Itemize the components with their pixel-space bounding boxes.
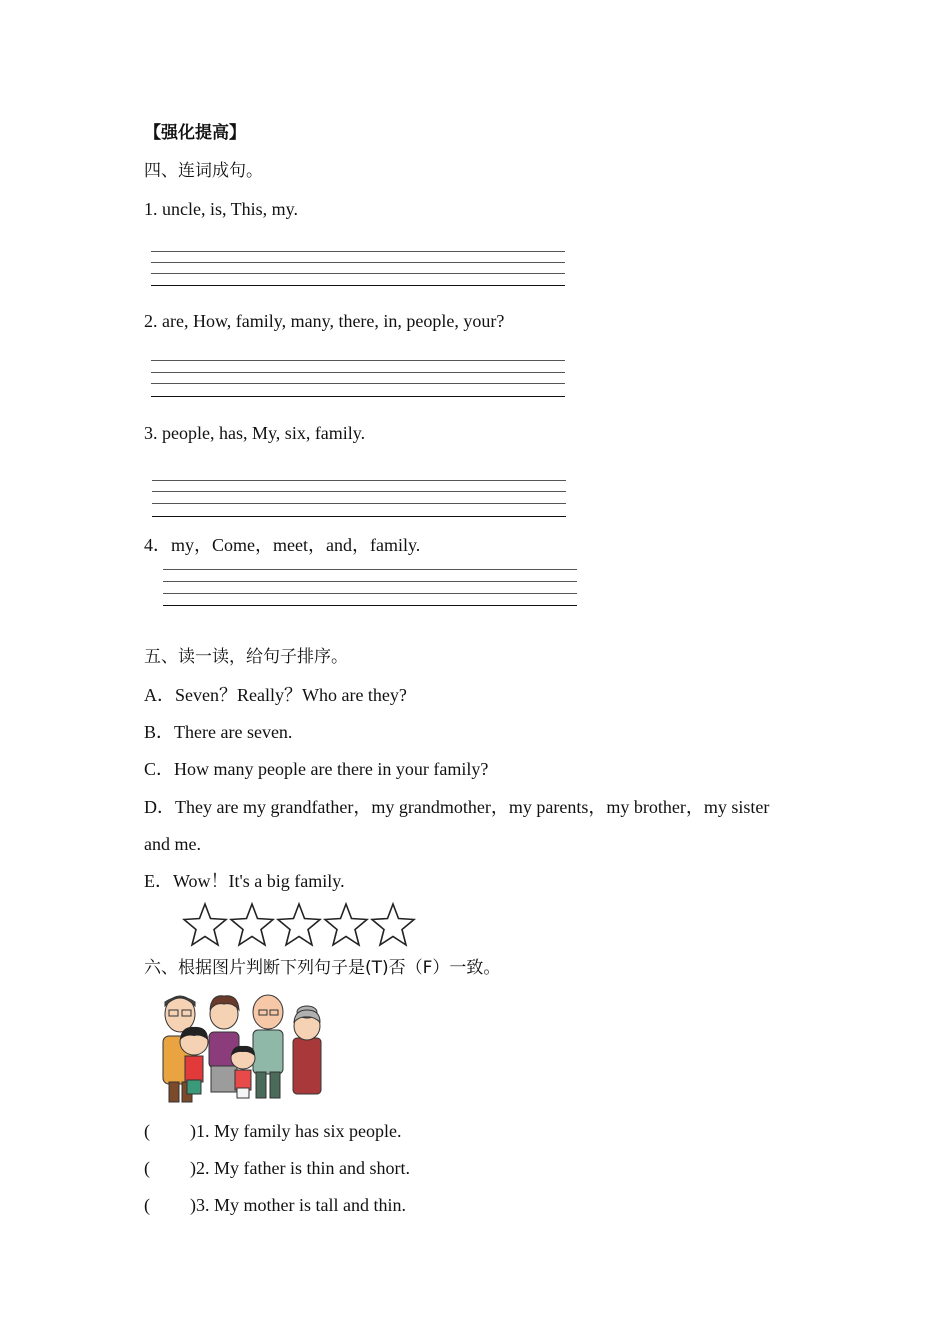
star-icon — [231, 904, 273, 945]
star-icon — [325, 904, 367, 945]
star-icon — [278, 904, 320, 945]
part5-sentence-e: E．Wow！It's a big family. — [144, 871, 345, 891]
part4-item-4: 4．my，Come，meet，and，family. — [144, 535, 421, 555]
part5-sentence-b: B．There are seven. — [144, 722, 293, 742]
answer-lines-4[interactable] — [163, 569, 577, 609]
part4-item-2: 2. are, How, family, many, there, in, people, your? — [144, 311, 505, 331]
part5-sentence-d-cont: and me. — [144, 834, 201, 854]
star-icon — [372, 904, 414, 945]
part5-sentence-d: D．They are my grandfather，my grandmother，my parents，my brother，my sister — [144, 797, 770, 817]
answer-lines-1[interactable] — [151, 251, 565, 291]
answer-blank[interactable]: ( — [144, 1158, 150, 1178]
little-girl-figure — [231, 1046, 255, 1098]
part4-item-3: 3. people, has, My, six, family. — [144, 423, 366, 443]
judgement-1: ( )1. My family has six people. — [144, 1121, 402, 1141]
section-header: 【强化提高】 — [144, 123, 246, 143]
part5-sentence-a: A．Seven？Really？Who are they? — [144, 685, 407, 705]
part6-title: 六、根据图片判断下列句子是(T)否（F）一致。 — [144, 958, 501, 978]
ordering-stars[interactable] — [182, 902, 418, 948]
answer-lines-3[interactable] — [152, 480, 566, 520]
part4-item-1: 1. uncle, is, This, my. — [144, 199, 298, 219]
family-illustration — [155, 992, 335, 1106]
part5-sentence-c: C．How many people are there in your family? — [144, 759, 489, 779]
grandmother-figure — [293, 1006, 321, 1094]
answer-blank[interactable]: ( — [144, 1195, 150, 1215]
part4-title: 四、连词成句。 — [144, 161, 263, 181]
grandfather-figure — [253, 995, 283, 1098]
part5-title: 五、读一读，给句子排序。 — [144, 647, 348, 667]
judgement-3: ( )3. My mother is tall and thin. — [144, 1195, 406, 1215]
judgement-2: ( )2. My father is thin and short. — [144, 1158, 410, 1178]
answer-lines-2[interactable] — [151, 360, 565, 400]
answer-blank[interactable]: ( — [144, 1121, 150, 1141]
star-icon — [184, 904, 226, 945]
